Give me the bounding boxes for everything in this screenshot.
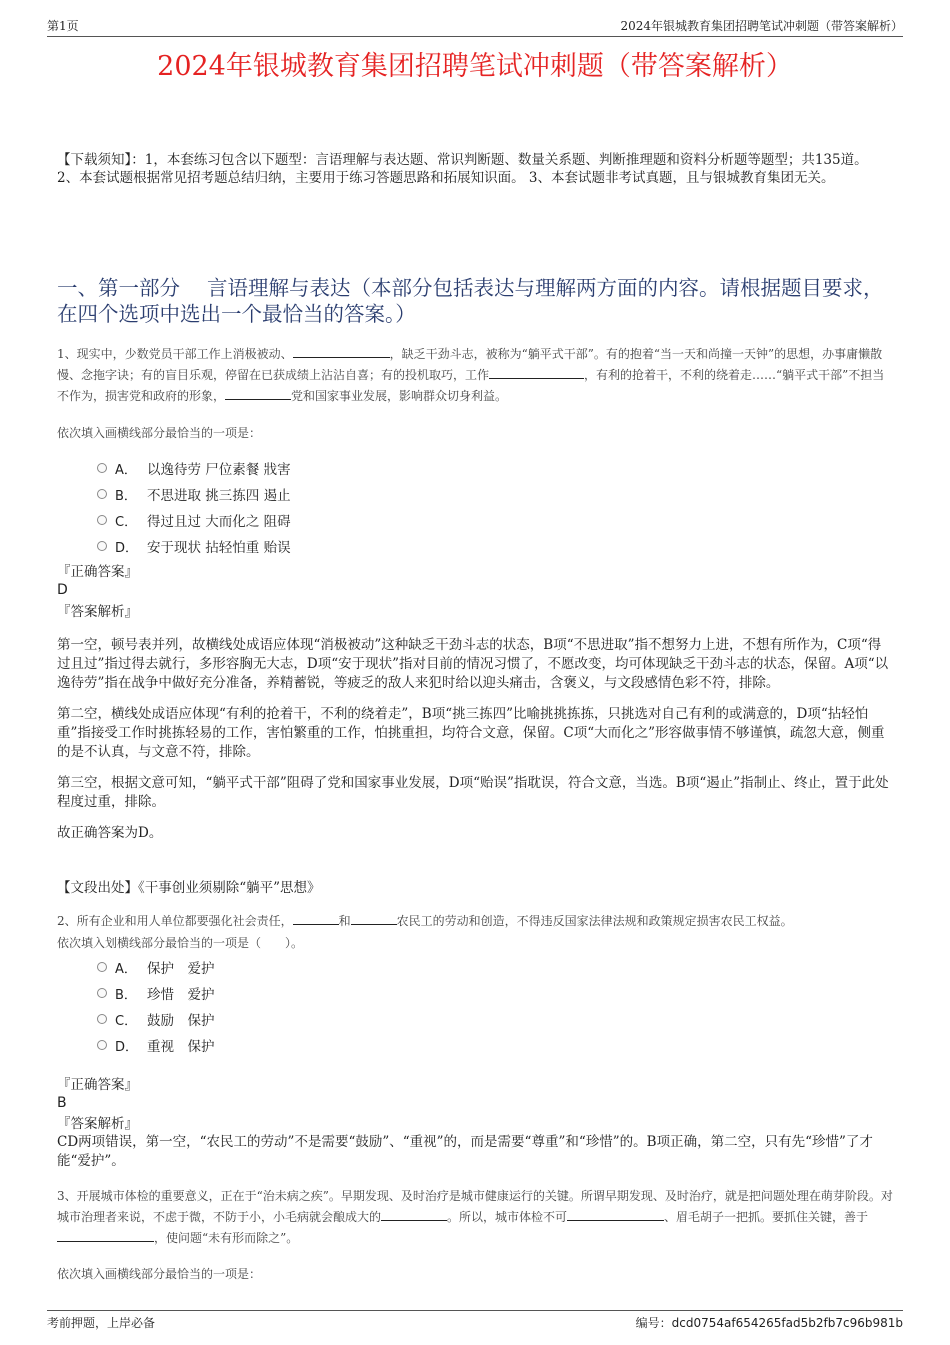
- radio-icon[interactable]: [97, 463, 107, 473]
- radio-icon[interactable]: [97, 1040, 107, 1050]
- q1-source: 【文段出处】《干事创业须剔除“躺平”思想》: [57, 880, 321, 896]
- analysis-paragraph: 第二空，横线处成语应体现“有利的抢着干，不利的绕着走”，B项“挑三拣四”比喻挑挑拣拣，只挑选对自己有利的或满意的，D项“拈轻怕重”指接受工作时挑拣轻易的工作，害怕繁重的工作，怕挑重担，均符合文意，保留。C项“大而化之”形容做事情不够谨慎，疏忽大意，侧重的是不认真，与文意不符，排除。: [57, 706, 885, 760]
- doc-id: 编号：dcd0754af654265fad5b2fb7c96b981b: [635, 1316, 903, 1330]
- fill-blank: [381, 1209, 447, 1221]
- question-3-stem: 3、开展城市体检的重要意义，正在于“治未病之疾”。早期发现、及时治疗是城市健康运行的关键。所谓早期发现、及时治疗，就是把问题处理在萌芽阶段。对城市治理者来说，不虑于微，不防于小，小毛病就会酿成大的 。所以，城市体检不可 、眉毛胡子一把抓。要抓住关键，善于，使问题“未有形而除之”。: [57, 1189, 893, 1245]
- page-title: 2024年银城教育集团招聘笔试冲刺题（带答案解析）: [157, 51, 793, 82]
- q2-option-c[interactable]: C． 鼓励 保护: [97, 1009, 215, 1029]
- q2-answer: B: [57, 1095, 67, 1111]
- q1-analysis-label: 『答案解析』: [57, 604, 138, 620]
- fill-blank: [57, 1230, 154, 1242]
- header-doc-title: 2024年银城教育集团招聘笔试冲刺题（带答案解析）: [620, 19, 903, 33]
- radio-icon[interactable]: [97, 1014, 107, 1024]
- analysis-paragraph: 第三空，根据文意可知，“躺平式干部”阻碍了党和国家事业发展，D项“贻误”指耽误，符合文意，当选。B项“遏止”指制止、终止，置于此处程度过重，排除。: [57, 775, 889, 810]
- q2-analysis-label: 『答案解析』: [57, 1116, 138, 1132]
- q1-option-b[interactable]: B． 不思进取 挑三拣四 遏止: [97, 484, 291, 504]
- q1-answer: D: [57, 582, 68, 598]
- q1-option-d[interactable]: D． 安于现状 拈轻怕重 贻误: [97, 536, 291, 556]
- q2-answer-label: 『正确答案』: [57, 1077, 138, 1093]
- q1-analysis: [57, 636, 893, 855]
- fill-blank: [489, 367, 584, 379]
- radio-icon[interactable]: [97, 489, 107, 499]
- q2-option-a[interactable]: A． 保护 爱护: [97, 957, 215, 977]
- q1-answer-label: 『正确答案』: [57, 564, 138, 580]
- fill-blank: [293, 346, 390, 358]
- q2-analysis: CD两项错误，第一空，“农民工的劳动”不是需要“鼓励”、“重视”的，而是需要“尊重”和“珍惜”的。B项正确，第二空，只有先“珍惜”了才能“爱护”。: [57, 1134, 873, 1169]
- radio-icon[interactable]: [97, 988, 107, 998]
- page-number: 第1页: [47, 19, 79, 33]
- section-heading: 一、第一部分 言语理解与表达（本部分包括表达与理解两方面的内容。请根据题目要求，在四个选项中选出一个最恰当的答案。）: [57, 276, 884, 326]
- download-notice: 【下载须知】：1，本套练习包含以下题型：言语理解与表达题、常识判断题、数量关系题、判断推理题和资料分析题等题型；共135道。 2、本套试题根据常见招考题总结归纳，主要用于练习答题思路和拓展知识面。 3、本套试题非考试真题，且与银城教育集团无关。: [57, 152, 868, 186]
- analysis-paragraph: 第一空，顿号表并列，故横线处成语应体现“消极被动”这种缺乏干劲斗志的状态，B项“不思进取”指不想努力上进，不想有所作为，C项“得过且过”指过得去就行，多形容胸无大志，D项“安于现状”指对目前的情况习惯了，不愿改变，均可体现缺乏干劲斗志的状态，保留。A项“以逸待劳”指在战争中做好充分准备，养精蓄锐，等疲乏的敌人来犯时给以迎头痛击，含褒义，与文段感情色彩不符，排除。: [57, 637, 889, 691]
- fill-blank: [293, 913, 339, 925]
- radio-icon[interactable]: [97, 962, 107, 972]
- q2-option-b[interactable]: B． 珍惜 爱护: [97, 983, 215, 1003]
- q1-option-a[interactable]: A． 以逸待劳 尸位素餐 戕害: [97, 458, 291, 478]
- fill-blank: [351, 913, 397, 925]
- page-header: [47, 14, 903, 37]
- page-footer: [47, 1310, 903, 1334]
- question-3-instruction: 依次填入画横线部分最恰当的一项是：: [57, 1267, 262, 1281]
- fill-blank: [567, 1209, 664, 1221]
- fill-blank: [225, 388, 291, 400]
- radio-icon[interactable]: [97, 515, 107, 525]
- q2-option-d[interactable]: D． 重视 保护: [97, 1035, 215, 1055]
- footer-slogan: 考前押题，上岸必备: [47, 1316, 156, 1330]
- question-2-stem: 2、所有企业和用人单位都要强化社会责任， 和 农民工的劳动和创造，不得违反国家法律法规和政策规定损害农民工权益。: [57, 914, 793, 928]
- question-1-stem: 1、现实中，少数党员干部工作上消极被动、 ，缺乏干劲斗志，被称为“躺平式干部”。有的抱着“当一天和尚撞一天钟”的思想，办事庸懒散慢、念拖字诀；有的盲目乐观，停留在已获成绩上沾沾自喜；有的投机取巧，工作 ，有利的抢着干，不利的绕着走……“躺平式干部”不担当不作为，损害党和政府的形象， 党和国家事业发展，影响群众切身利益。: [57, 347, 885, 403]
- question-1-instruction: 依次填入画横线部分最恰当的一项是：: [57, 426, 262, 440]
- question-2-instruction: 依次填入划横线部分最恰当的一项是（ ）。: [57, 936, 304, 950]
- analysis-paragraph: 故正确答案为D。: [57, 825, 163, 841]
- q1-option-c[interactable]: C． 得过且过 大而化之 阻碍: [97, 510, 291, 530]
- radio-icon[interactable]: [97, 541, 107, 551]
